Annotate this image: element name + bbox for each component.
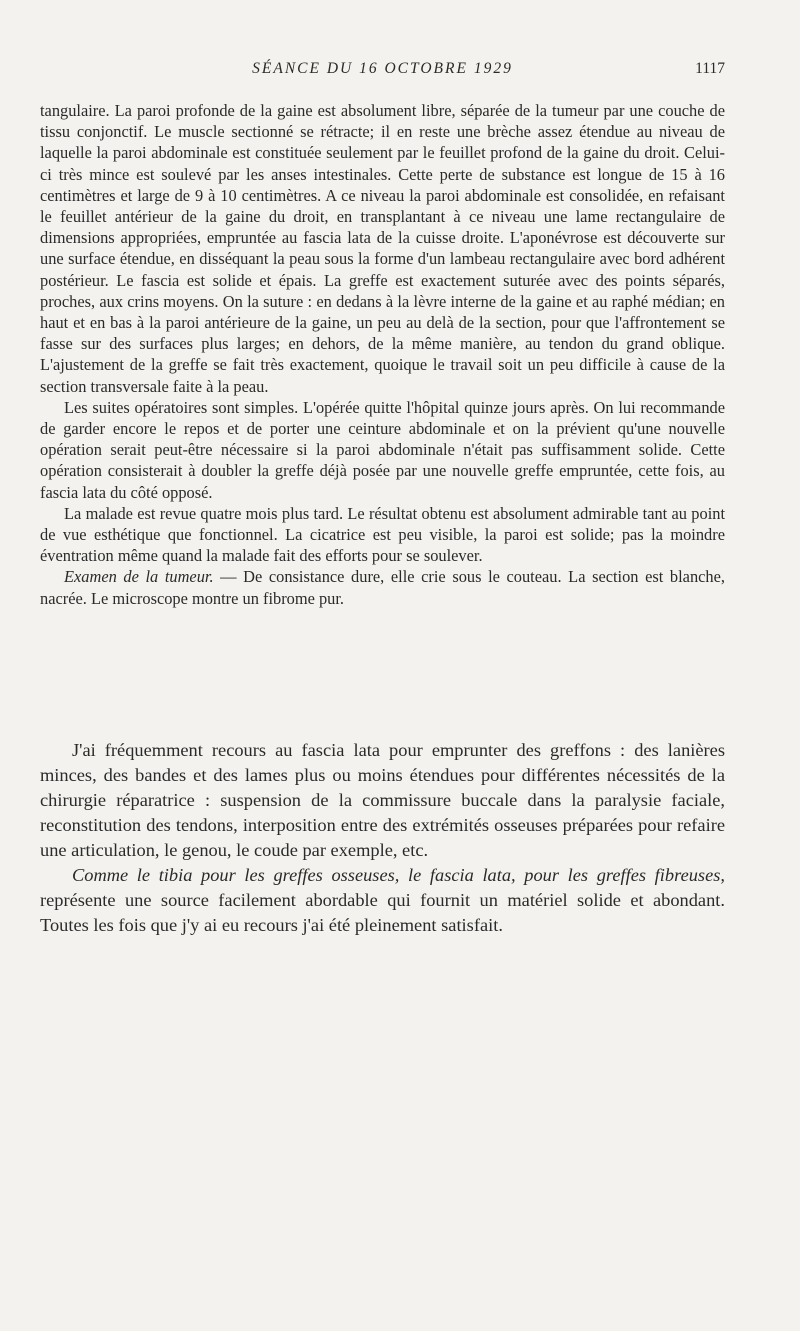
paragraph-conclusion — [40, 863, 725, 938]
page-header — [40, 60, 725, 82]
paragraph-tumor-exam — [40, 566, 725, 608]
paragraph-fascia-lata-uses: J'ai fréquemment recours au fascia lata pour emprunter des greffons : des lanières minces, des bandes et des lames plus ou moins étendues pour différentes nécessités de la chirurgie réparatrice : suspension de la commissure buccale dans la paralysie faciale, reconstitution des tendons, interposition entre des extrémités osseuses préparées pour refaire une articulation, le genou, le coude par exemple, etc. — [40, 740, 725, 860]
paragraph-follow-up: La malade est revue quatre mois plus tard. Le résultat obtenu est absolument admirable tant au point de vue esthétique que fonctionnel. La cicatrice est peu visible, la paroi est solide; pas la moindre éventration même quand la malade fait des efforts pour se soulever. — [40, 503, 725, 566]
conclusion-italic: Comme le tibia pour les greffes osseuses, le fascia lata, pour les greffes fibreuses, — [72, 865, 725, 885]
running-head: SÉANCE DU 16 OCTOBRE 1929 — [252, 60, 513, 77]
discussion-text — [40, 738, 725, 938]
tumor-exam-label: Examen de la tumeur. — [64, 567, 214, 587]
conclusion-text: représente une source facilement abordable qui fournit un matériel solide et abondant. Toutes les fois que j'y ai eu recours j'ai été pleinement satisfait. — [40, 890, 725, 935]
page-number: 1117 — [695, 60, 725, 77]
tumor-exam-text: — De consistance dure, elle crie sous le couteau. La section est blanche, nacrée. Le microscope montre un fibrome pur. — [40, 567, 725, 608]
paragraph-postoperative: Les suites opératoires sont simples. L'opérée quitte l'hôpital quinze jours après. On lui recommande de garder encore le repos et de porter une ceinture abdominale et on la prévient qu'une nouvelle opération serait peut-être nécessaire si la paroi abdominale n'était pas suffisamment solide. Cette opération consisterait à doubler la greffe déjà posée par une nouvelle greffe empruntée, cette fois, au fascia lata du côté opposé. — [40, 397, 725, 502]
paragraph-operation: tangulaire. La paroi profonde de la gaine est absolument libre, séparée de la tumeur par une couche de tissu conjonctif. Le muscle sectionné se rétracte; il en reste une brèche assez étendue au niveau de laquelle la paroi abdominale est constituée seulement par le feuillet profond de la gaine du droit. Celui-ci très mince est soulevé par les anses intestinales. Cette perte de substance est longue de 15 à 16 centimètres et large de 9 à 10 centimètres. A ce niveau la paroi abdominale est consolidée, en refaisant le feuillet antérieur de la gaine du droit, en transplantant à ce niveau une lame rectangulaire de dimensions appropriées, empruntée au fascia lata de la cuisse droite. L'aponévrose est découverte sur une surface étendue, en disséquant la peau sous la forme d'un lambeau rectangulaire avec bord adhérent postérieur. Le fascia est solide et épais. La greffe est exactement suturée avec des points séparés, proches, aux crins moyens. On la suture : en dedans à la lèvre interne de la gaine et au raphé médian; en haut et en bas à la paroi antérieure de la gaine, un peu au delà de la section, pour que l'affrontement se fasse sur des surfaces plus larges; en dehors, de la même manière, au tendon du grand oblique. L'ajustement de la greffe se fait très exactement, quoique le travail soit un peu difficile à cause de la section transversale faite à la peau. — [40, 101, 725, 396]
case-report-text — [40, 100, 725, 609]
